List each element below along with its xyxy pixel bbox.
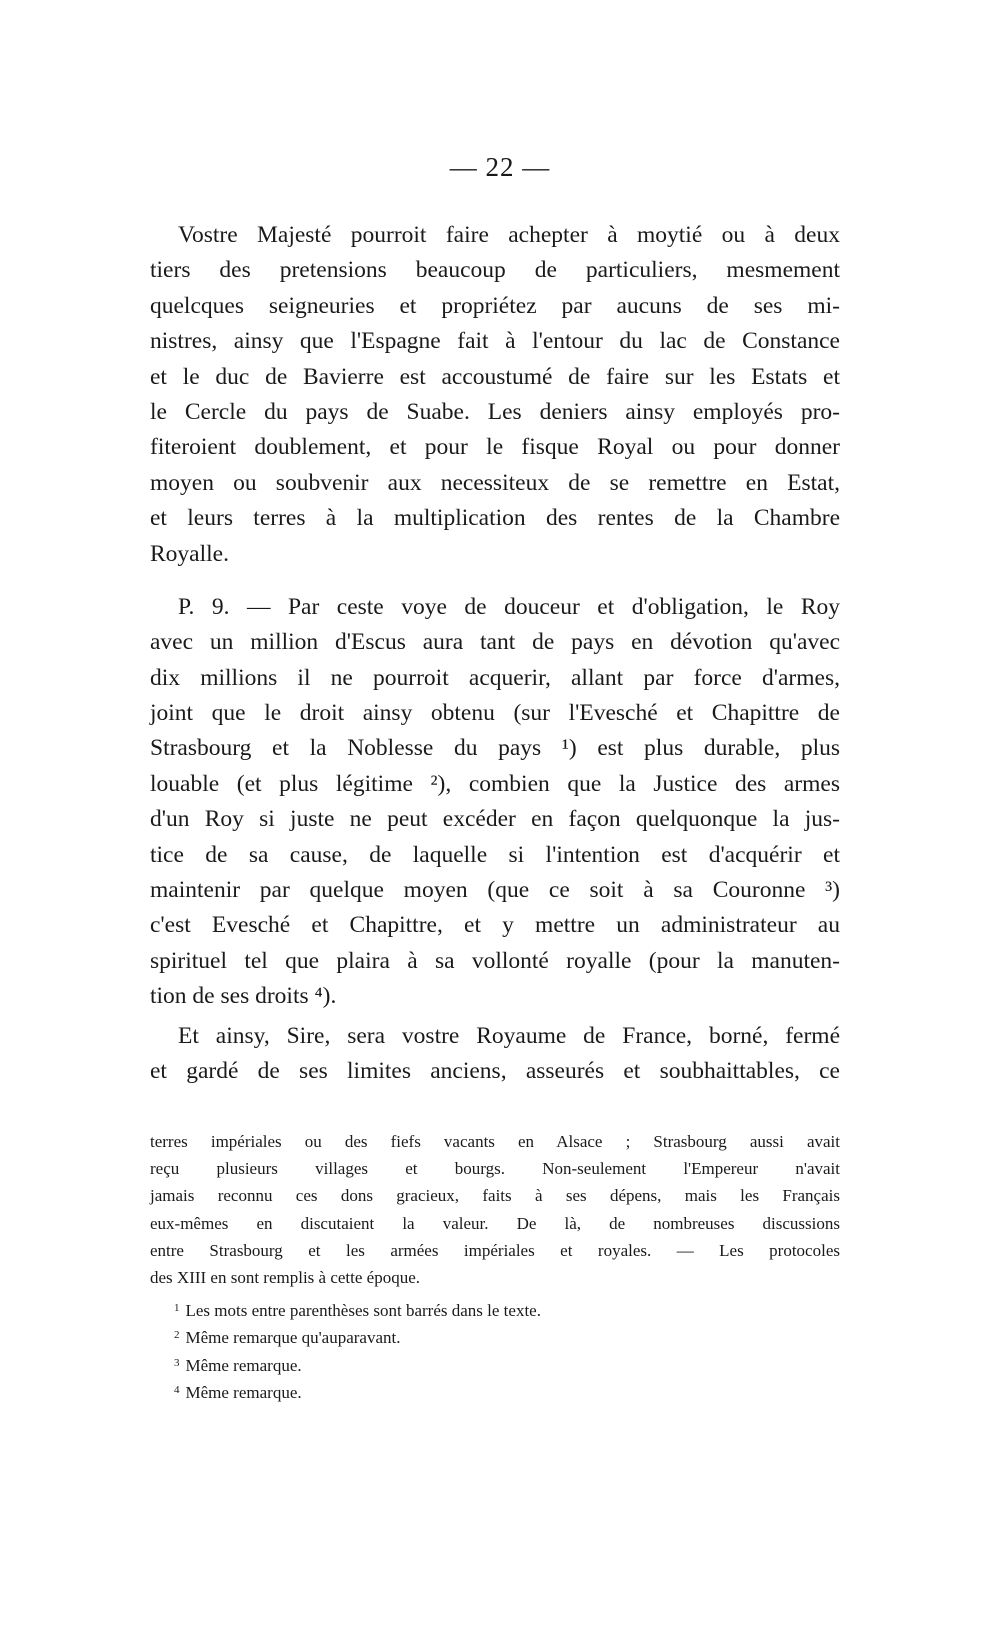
footnote-mark: 3	[174, 1356, 180, 1369]
footnote-line: reçu plusieurs villages et bourgs. Non-seulement l'Empereur n'avait	[150, 1159, 840, 1179]
footnote-mark: 2	[174, 1329, 180, 1342]
text-line: Et ainsy, Sire, sera vostre Royaume de France, borné, fermé	[178, 1022, 840, 1049]
footnote-text: Même remarque.	[185, 1355, 302, 1375]
text-line: et leurs terres à la multiplication des rentes de la Chambre	[150, 505, 840, 532]
text-line: P. 9. — Par ceste voye de douceur et d'obligation, le Roy	[178, 593, 840, 620]
footnote-mark: 4	[174, 1383, 180, 1396]
footnote-mark: 1	[174, 1302, 180, 1315]
paragraph-gap	[150, 572, 840, 590]
footnote-2	[150, 1322, 840, 1349]
text-line: tice de sa cause, de laquelle si l'intention est d'acquérir et	[150, 841, 840, 868]
main-text	[150, 218, 840, 1089]
text-line: et le duc de Bavierre est accoustumé de faire sur les Estats et	[150, 363, 840, 390]
text-line: tiers des pretensions beaucoup de particuliers, mesmement	[150, 257, 840, 284]
footnote-text: Même remarque.	[185, 1382, 302, 1402]
footnote-3	[150, 1350, 840, 1377]
footnote-line: eux-mêmes en discutaient la valeur. De là, de nombreuses discussions	[150, 1213, 840, 1233]
text-line: spirituel tel que plaira à sa vollonté royalle (pour la manuten-	[150, 947, 840, 974]
footnote-line: jamais reconnu ces dons gracieux, faits à ses dépens, mais les Français	[150, 1186, 840, 1206]
paragraph-3	[150, 1019, 840, 1090]
footnote-line: des XIII en sont remplis à cette époque.	[150, 1267, 421, 1287]
paragraph-1	[150, 218, 840, 572]
footnote-1	[150, 1295, 840, 1322]
text-line: fiteroient doublement, et pour le fisque Royal ou pour donner	[150, 434, 840, 461]
text-line: et gardé de ses limites anciens, asseurés et soubhaittables, ce	[150, 1057, 840, 1084]
text-line: quelcques seigneuries et propriétez par aucuns de ses mi-	[150, 292, 840, 319]
page-number: — 22 —	[449, 152, 551, 182]
text-line: moyen ou soubvenir aux necessiteux de se remettre en Estat,	[150, 469, 840, 496]
footnotes	[150, 1128, 840, 1404]
text-line: c'est Evesché et Chapittre, et y mettre un administrateur au	[150, 912, 840, 939]
text-line: Strasbourg et la Noblesse du pays ¹) est plus durable, plus	[150, 735, 840, 762]
text-line: Vostre Majesté pourroit faire achepter à moytié ou à deux	[178, 222, 840, 248]
footnote-text: Les mots entre parenthèses sont barrés dans le texte.	[185, 1301, 541, 1321]
footnote-line: entre Strasbourg et les armées impériales et royales. — Les protocoles	[150, 1240, 840, 1260]
text-line: dix millions il ne pourroit acquerir, allant par force d'armes,	[150, 664, 840, 691]
footnote-continuation	[150, 1128, 840, 1291]
footnote-4	[150, 1377, 840, 1404]
footnote-line: terres impériales ou des fiefs vacants en Alsace ; Strasbourg aussi avait	[150, 1132, 840, 1151]
text-line: tion de ses droits ⁴).	[150, 983, 337, 1010]
text-line: nistres, ainsy que l'Espagne fait à l'entour du lac de Constance	[150, 328, 840, 355]
text-line: d'un Roy si juste ne peut excéder en façon quelquonque la jus-	[150, 806, 840, 833]
text-line: Royalle.	[150, 540, 229, 567]
text-line: maintenir par quelque moyen (que ce soit à sa Couronne ³)	[150, 877, 840, 904]
text-line: joint que le droit ainsy obtenu (sur l'Evesché et Chapittre de	[150, 700, 840, 727]
text-line: louable (et plus légitime ²), combien que la Justice des armes	[150, 770, 840, 797]
footnote-text: Même remarque qu'auparavant.	[185, 1328, 401, 1348]
text-line: avec un million d'Escus aura tant de pays en dévotion qu'avec	[150, 629, 840, 656]
text-line: le Cercle du pays de Suabe. Les deniers ainsy employés pro-	[150, 398, 840, 425]
paragraph-2	[150, 590, 840, 1015]
